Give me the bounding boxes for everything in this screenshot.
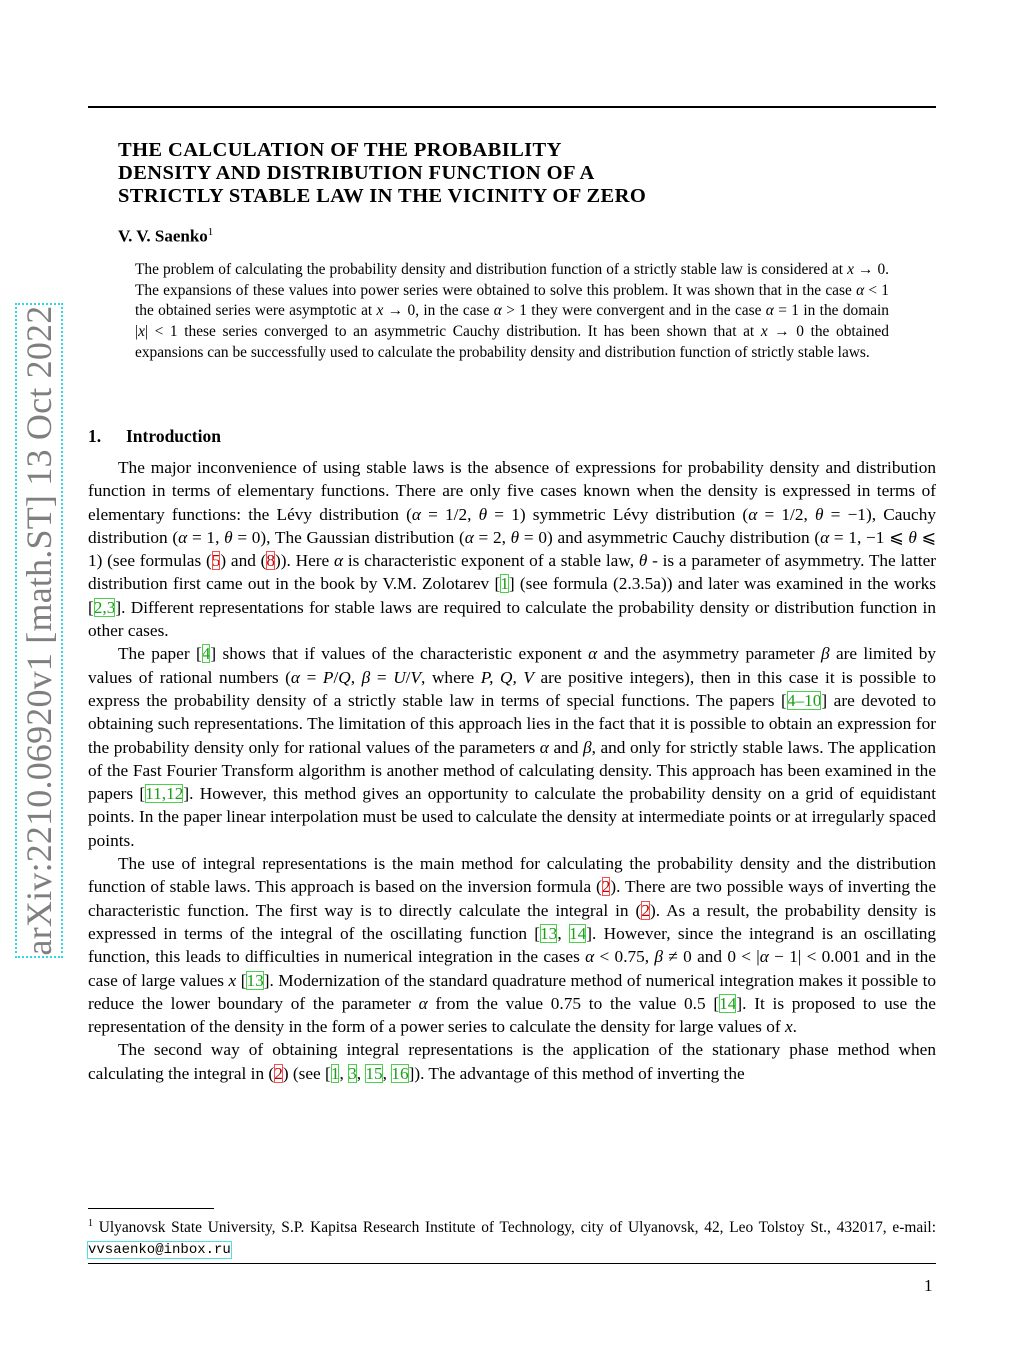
citation-link[interactable]: 11,12: [145, 784, 184, 804]
author-footnote-mark[interactable]: 1: [207, 226, 214, 238]
title-line: STRICTLY STABLE LAW IN THE VICINITY OF ZERO: [118, 185, 647, 207]
email-link[interactable]: vvsaenko@inbox.ru: [88, 1241, 231, 1258]
paragraph: The second way of obtaining integral representations is the application of the stationary phase method when calculating the integral in (2) (see [1, 3, 15, 16]). The advantage of this method of inverting the: [88, 1040, 936, 1083]
equation-link[interactable]: 8: [266, 551, 276, 571]
arxiv-stamp[interactable]: arXiv:2210.06920v1 [math.ST] 13 Oct 2022: [15, 303, 63, 958]
paragraph: The paper [4] shows that if values of the characteristic exponent α and the asymmetry parameter β are limited by values of rational numbers (α = P/Q, β = U/V, where P, Q, V are positive integers), then in this case it is possible to express the probability density of a strictly stable law in terms of special functions. The papers [4–10] are devoted to obtaining such representations. The limitation of this approach lies in the fact that it is possible to obtain an expression for the probability density only for rational values of the parameters α and β, and only for strictly stable laws. The application of the Fast Fourier Transform algorithm is another method of calculating density. This approach has been examined in the papers [11,12]. However, this method gives an opportunity to calculate the probability density on a grid of equidistant points. In the paper linear interpolation must be used to calculate the density at intermediate points or at irregularly spaced points.: [88, 644, 937, 850]
body-text: [88, 456, 936, 1085]
author: [118, 226, 213, 247]
citation-link[interactable]: 16: [391, 1063, 409, 1083]
author-name: V. V. Saenko: [118, 226, 208, 246]
equation-link[interactable]: 2: [274, 1063, 283, 1083]
section-number: 1.: [88, 426, 102, 446]
citation-link[interactable]: 4–10: [786, 690, 822, 710]
abstract: The problem of calculating the probability density and distribution function of a strictly stable law is considered at x → 0. The expansions of these values into power series were obtained to solve this problem. It was shown that in the case α < 1 the obtained series were asymptotic at x → 0, in the case α > 1 they were convergent and in the case α = 1 in the domain |x| < 1 these series converged to an asymmetric Cauchy distribution. It has been shown that at x → 0 the obtained expansions can be successfully used to calculate the probability density and distribution function of strictly stable laws.: [135, 261, 890, 361]
page-number: 1: [924, 1276, 933, 1295]
citation-link[interactable]: 2,3: [93, 597, 116, 617]
equation-link[interactable]: 5: [211, 551, 221, 571]
paper-title: [118, 139, 818, 208]
citation-link[interactable]: 13: [540, 923, 558, 943]
citation-link[interactable]: 15: [365, 1063, 383, 1083]
citation-link[interactable]: 4: [201, 644, 211, 664]
citation-link[interactable]: 13: [246, 970, 264, 990]
footnote-rule: [88, 1208, 214, 1209]
section-title: Introduction: [126, 426, 221, 446]
citation-link[interactable]: 1: [500, 574, 509, 594]
title-line: THE CALCULATION OF THE PROBABILITY: [118, 139, 562, 161]
footnote: [88, 1214, 936, 1260]
top-rule: [88, 106, 936, 108]
bottom-rule: [88, 1263, 936, 1264]
footnote-text: Ulyanovsk State University, S.P. Kapitsa Research Institute of Technology, city of Ulyanovsk, 42, Leo Tolstoy St., 432017, e-mail:: [98, 1219, 936, 1237]
title-line: DENSITY AND DISTRIBUTION FUNCTION OF A: [118, 162, 595, 184]
paragraph: The major inconvenience of using stable laws is the absence of expressions for probability density and distribution function in terms of elementary functions. There are only five cases known when the density is expressed in terms of elementary functions: the Lévy distribution (α = 1/2, θ = 1) symmetric Lévy distribution (α = 1/2, θ = −1), Cauchy distribution (α = 1, θ = 0), The Gaussian distribution (α = 2, θ = 0) and asymmetric Cauchy distribution (α = 1, −1 ⩽ θ ⩽ 1) (see formulas (5) and (8)). Here α is characteristic exponent of a stable law, θ - is a parameter of asymmetry. The latter distribution first came out in the book by V.M. Zolotarev [1] (see formula (2.3.5a)) and later was examined in the works [2,3]. Different representations for stable laws are required to calculate the probability density or distribution function in other cases.: [88, 458, 937, 641]
equation-link[interactable]: 2: [641, 900, 650, 920]
paragraph: The use of integral representations is the main method for calculating the probability density and the distribution function of stable laws. This approach is based on the inversion formula (2). There are two possible ways of inverting the characteristic function. The first way is to directly calculate the integral in (2). As a result, the probability density is expressed in terms of the integral of the oscillating function [13, 14]. However, since the integrand is an oscillating function, this leads to difficulties in numerical integration in the cases α < 0.75, β ≠ 0 and 0 < |α − 1| < 0.001 and in the case of large values x [13]. Modernization of the standard quadrature method of numerical integration makes it possible to reduce the lower boundary of the parameter α from the value 0.75 to the value 0.5 [14]. It is proposed to use the representation of the density in the form of a power series to calculate the density for large values of x.: [88, 854, 937, 1037]
equation-link[interactable]: 2: [601, 877, 611, 897]
citation-link[interactable]: 3: [348, 1063, 357, 1083]
citation-link[interactable]: 14: [568, 923, 587, 943]
citation-link[interactable]: 14: [719, 993, 737, 1013]
footnote-mark: 1: [88, 1218, 93, 1229]
citation-link[interactable]: 1: [330, 1063, 340, 1083]
section-heading: [88, 426, 221, 447]
